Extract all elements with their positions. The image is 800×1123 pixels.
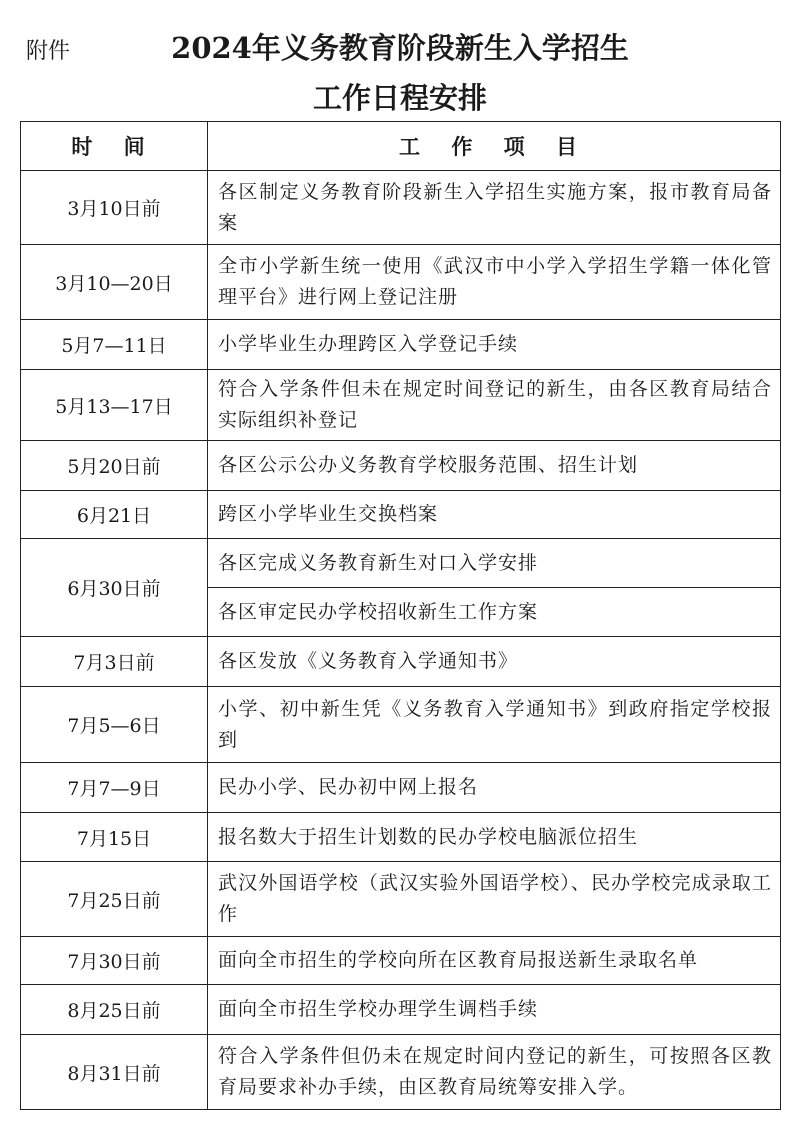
schedule-task: 各区审定民办学校招收新生工作方案 [208, 588, 781, 637]
schedule-task: 武汉外国语学校（武汉实验外国语学校）、民办学校完成录取工作 [208, 862, 781, 937]
column-header-time: 时 间 [21, 122, 208, 171]
schedule-task: 面向全市招生学校办理学生调档手续 [208, 985, 781, 1035]
schedule-date: 7月5—6日 [21, 687, 208, 763]
schedule-task: 符合入学条件但未在规定时间登记的新生，由各区教育局结合实际组织补登记 [208, 370, 781, 441]
schedule-task: 全市小学新生统一使用《武汉市中小学入学招生学籍一体化管理平台》进行网上登记注册 [208, 245, 781, 320]
table-row [21, 171, 781, 245]
schedule-date: 7月15日 [21, 813, 208, 862]
document-title-line2: 工作日程安排 [312, 81, 487, 115]
schedule-task: 各区制定义务教育阶段新生入学招生实施方案，报市教育局备案 [208, 171, 781, 245]
schedule-date: 8月31日前 [21, 1035, 208, 1110]
schedule-task: 符合入学条件但仍未在规定时间内登记的新生，可按照各区教育局要求补办手续，由区教育局统筹安排入学。 [208, 1035, 781, 1110]
table-row [21, 985, 781, 1035]
schedule-task: 跨区小学毕业生交换档案 [208, 491, 781, 539]
column-header-item: 工 作 项 目 [208, 122, 781, 171]
table-row [21, 937, 781, 985]
schedule-date: 7月30日前 [21, 937, 208, 985]
schedule-rows [21, 171, 781, 1110]
schedule-date: 7月3日前 [21, 637, 208, 687]
schedule-date: 5月7—11日 [21, 320, 208, 370]
table-row [21, 813, 781, 862]
schedule-task: 小学、初中新生凭《义务教育入学通知书》到政府指定学校报到 [208, 687, 781, 763]
schedule-date: 3月10日前 [21, 171, 208, 245]
schedule-task: 各区完成义务教育新生对口入学安排 [208, 539, 781, 588]
table-row [21, 687, 781, 763]
table-row [21, 862, 781, 937]
schedule-task: 报名数大于招生计划数的民办学校电脑派位招生 [208, 813, 781, 862]
schedule-table [20, 121, 781, 1110]
schedule-date: 8月25日前 [21, 985, 208, 1035]
schedule-date: 6月21日 [21, 491, 208, 539]
schedule-task: 各区公示公办义务教育学校服务范围、招生计划 [208, 441, 781, 491]
table-row [21, 1035, 781, 1110]
schedule-date: 7月7—9日 [21, 763, 208, 813]
schedule-task: 小学毕业生办理跨区入学登记手续 [208, 320, 781, 370]
document-title-line1: 2024年义务教育阶段新生入学招生 [171, 31, 629, 65]
table-row [21, 441, 781, 491]
table-row [21, 320, 781, 370]
attachment-label: 附件 [26, 39, 71, 64]
schedule-date: 5月20日前 [21, 441, 208, 491]
schedule-date: 3月10—20日 [21, 245, 208, 320]
schedule-task: 民办小学、民办初中网上报名 [208, 763, 781, 813]
table-row [21, 370, 781, 441]
table-header-row [21, 122, 781, 171]
schedule-date: 5月13—17日 [21, 370, 208, 441]
table-row [21, 763, 781, 813]
schedule-date: 6月30日前 [21, 539, 208, 637]
schedule-task: 面向全市招生的学校向所在区教育局报送新生录取名单 [208, 937, 781, 985]
schedule-date: 7月25日前 [21, 862, 208, 937]
schedule-task: 各区发放《义务教育入学通知书》 [208, 637, 781, 687]
table-row [21, 491, 781, 539]
table-row [21, 637, 781, 687]
table-row [21, 245, 781, 320]
table-row [21, 539, 781, 588]
